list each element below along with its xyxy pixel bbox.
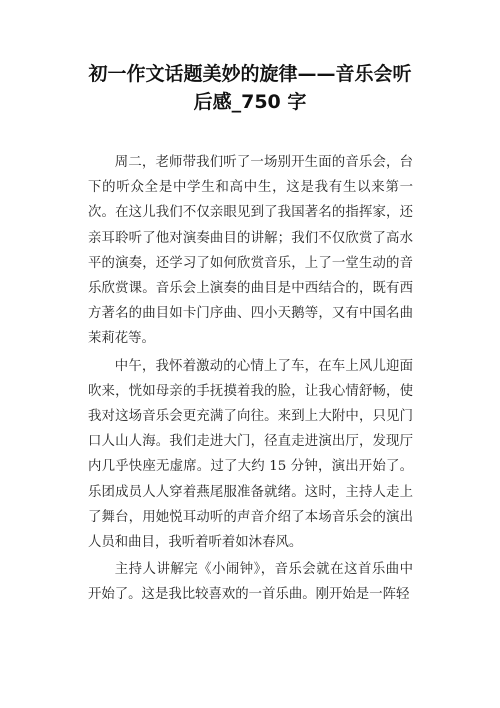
document-title: [60, 60, 440, 116]
title-line-1: 初一作文话题美妙的旋律——音乐会听: [88, 63, 412, 85]
paragraph-2: 中午，我怀着激动的心情上了车，在车上风儿迎面吹来，恍如母亲的手抚摸着我的脸，让我心情舒畅，使我对这场音乐会更充满了向往。来到上大附中，只见门口人山人海。我们走进大门，径直走进演出厅，发现厅内几乎快座无虚席。过了大约 15 分钟，演出开始了。乐团成员人人穿着燕尾服准备就绪。这时，主持人走上了舞台，用她悦耳动听的声音介绍了本场音乐会的演出人员和曲目，我听着听着如沐春风。: [88, 358, 413, 551]
paragraph-3: 主持人讲解完《小闹钟》，音乐会就在这首乐曲中开始了。这是我比较喜欢的一首乐曲。刚开始是一阵轻: [88, 562, 413, 603]
document-body: [88, 150, 413, 610]
paragraph-1: 周二，老师带我们听了一场别开生面的音乐会，台下的听众全是中学生和高中生，这是我有生以来第一次。在这儿我们不仅亲眼见到了我国著名的指挥家，还亲耳聆听了他对演奏曲目的讲解；我们不仅欣赏了高水平的演奏，还学习了如何欣赏音乐，上了一堂生动的音乐欣赏课。音乐会上演奏的曲目是中西结合的，既有西方著名的曲目如卡门序曲、四小天鹅等，又有中国名曲茉莉花等。: [88, 155, 413, 347]
title-line-2: 后感_750 字: [193, 91, 307, 113]
